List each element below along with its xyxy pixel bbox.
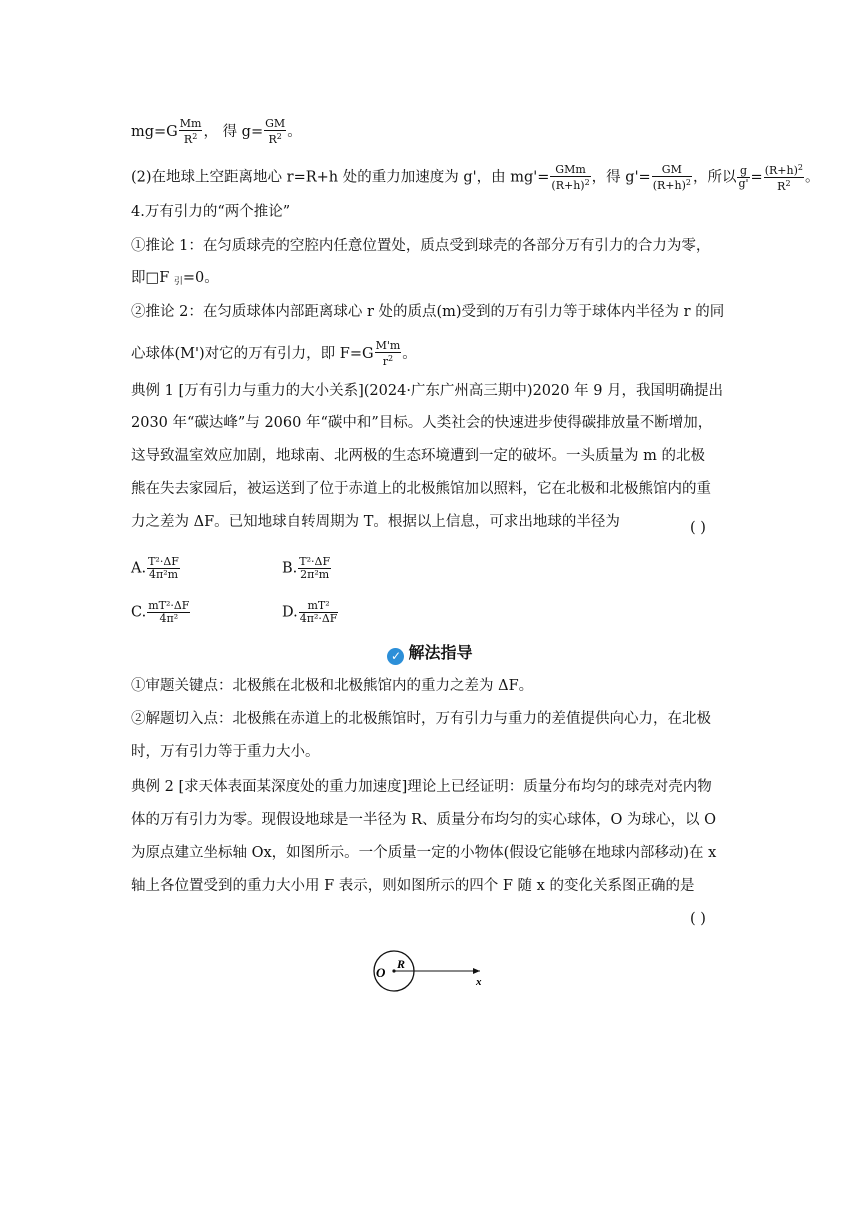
corollary-2-cont: 心球体(M')对它的万有引力，即 F=G $\frac{M'm}{r^2}$ 。 (131, 339, 417, 368)
fraction (652, 164, 692, 192)
fraction (737, 165, 749, 190)
example-2-line: 为原点建立坐标轴 Ox，如图所示。一个质量一定的小物体(假设它能够在地球内部移动)在 x (131, 845, 717, 861)
example-2-line: 轴上各位置受到的重力大小用 F 表示，则如图所示的四个 F 随 x 的变化关系图正确的是 (131, 878, 695, 894)
example-1-line: 2030 年“碳达峰”与 2060 年“碳中和”目标。人类社会的快速进步使得碳排放量不断增加， (131, 415, 713, 431)
fraction-numerator: GM (265, 117, 286, 130)
fraction-denominator: $R^2$ (777, 179, 791, 193)
option-c[interactable]: C. $\frac{\text{mT²·ΔF}}{\text{4π²}}$ (131, 599, 190, 625)
guide-point-2: ②解题切入点：北极熊在赤道上的北极熊馆时，万有引力与重力的差值提供向心力，在北极 (131, 711, 711, 727)
fraction (264, 118, 286, 146)
text-segment: 。 (804, 169, 820, 186)
check-icon: ✓ (387, 648, 404, 665)
example-2-line: 体的万有引力为零。现假设地球是一半径为 R、质量分布均匀的实心球体，O 为球心，以 O (131, 812, 717, 828)
x-axis-label: x (476, 976, 482, 988)
text-segment: ，得 g'= (591, 169, 651, 186)
option-b[interactable]: B. $\frac{\text{T²·ΔF}}{\text{2π²m}}$ (282, 555, 331, 581)
text-segment: mg=G (131, 124, 178, 140)
example-1-line: 熊在失去家园后，被运送到了位于赤道上的北极熊馆加以照料，它在北极和北极熊馆内的重 (131, 481, 711, 497)
formula-line-1 (131, 118, 302, 146)
corollary-1-cont: 即□F $_引$=0。 (131, 270, 219, 287)
text-segment: (2)在地球上空距离地心 r=R+h 处的重力加速度为 g'，由 mg'= (131, 169, 550, 186)
example-2-line: 典例 2 [求天体表面某深度处的重力加速度]理论上已经证明：质量分布均匀的球壳对壳内物 (131, 779, 712, 795)
origin-label: O (376, 965, 386, 980)
section-heading: 4.万有引力的“两个推论” (131, 204, 291, 220)
formula-line-2 (131, 162, 819, 193)
answer-blank: ( ) (690, 911, 706, 927)
text-segment: 。 (287, 124, 302, 140)
fraction-numerator: g (737, 165, 749, 178)
option-d[interactable]: D. $\frac{\text{mT²}}{\text{4π²·ΔF}}$ (282, 599, 338, 625)
radius-label: R (397, 957, 406, 971)
answer-blank: ( ) (690, 520, 706, 536)
guide-point-1: ①审题关键点：北极熊在北极和北极熊馆内的重力之差为 ΔF。 (131, 678, 534, 694)
arrow-icon (473, 968, 480, 974)
earth-axis-figure (360, 945, 500, 1000)
center-point (392, 969, 395, 972)
text-segment: ， 得 g= (203, 124, 264, 140)
corollary-2: ②推论 2：在匀质球体内部距离球心 r 处的质点(m)受到的万有引力等于球体内半径为 r 的同 (131, 304, 725, 320)
fraction-numerator: GM (652, 164, 692, 177)
fraction-denominator: $(R+h)^2$ (652, 177, 691, 192)
fraction-numerator: Mm (179, 117, 202, 130)
example-1-line: 这导致温室效应加剧，地球南、北两极的生态环境遭到一定的破坏。一头质量为 m 的北极 (131, 448, 705, 464)
example-1-line: 典例 1 [万有引力与重力的大小关系](2024·广东广州高三期中)2020 年 9 月，我国明确提出 (131, 383, 724, 399)
solution-guide-heading (0, 640, 860, 665)
fraction-denominator: $R^2$ (268, 132, 282, 146)
fraction-numerator: $(R+h)^2$ (764, 163, 803, 177)
guide-title: 解法指导 (408, 643, 473, 662)
fraction-denominator: g' (738, 177, 749, 190)
fraction (550, 164, 590, 192)
corollary-1: ①推论 1：在匀质球壳的空腔内任意位置处，质点受到球壳的各部分万有引力的合力为零， (131, 238, 711, 254)
text-segment: = (750, 169, 763, 186)
fraction-denominator: $R^2$ (183, 132, 198, 146)
fraction-denominator: $(R+h)^2$ (551, 177, 590, 192)
fraction (179, 118, 203, 146)
fraction (764, 162, 804, 193)
guide-point-2-cont: 时，万有引力等于重力大小。 (131, 744, 320, 760)
fraction-numerator: M'm (375, 339, 401, 352)
example-1-line: 力之差为 ΔF。已知地球自转周期为 T。根据以上信息，可求出地球的半径为 (131, 514, 620, 530)
fraction-denominator: $r^2$ (382, 354, 394, 368)
fraction-numerator: GMm (550, 164, 590, 177)
text-segment: ，所以 (692, 169, 737, 186)
fraction (375, 340, 402, 368)
option-a[interactable]: A. $\frac{\text{T²·ΔF}}{\text{4π²m}}$ (131, 555, 179, 581)
